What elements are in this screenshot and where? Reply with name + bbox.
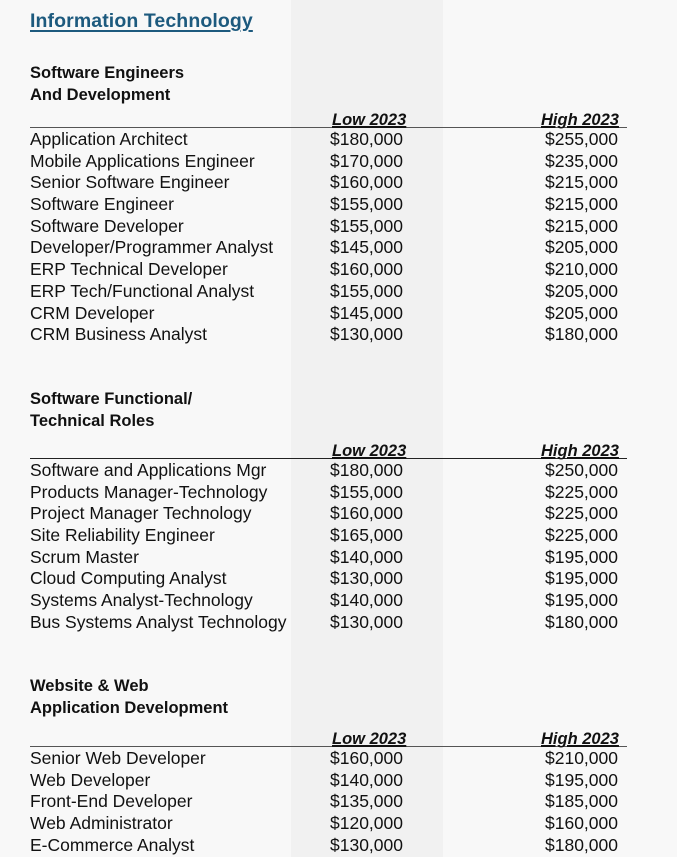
- role-name: Application Architect: [30, 129, 188, 149]
- low-salary: $135,000: [330, 791, 403, 812]
- role-name: Senior Software Engineer: [30, 172, 230, 193]
- high-salary: $210,000: [545, 748, 618, 768]
- low-salary: $145,000: [330, 237, 403, 258]
- low-salary: $160,000: [330, 172, 403, 193]
- high-salary: $180,000: [545, 324, 618, 345]
- salary-table: [30, 129, 628, 346]
- table-row: [30, 151, 628, 173]
- low-salary: $155,000: [330, 194, 403, 215]
- high-salary: $185,000: [545, 791, 618, 812]
- table-row: [30, 590, 628, 612]
- low-salary: $170,000: [330, 150, 403, 171]
- low-salary: $145,000: [330, 302, 403, 323]
- high-salary: $195,000: [545, 769, 618, 790]
- high-salary: $205,000: [545, 302, 618, 323]
- low-salary: $130,000: [330, 834, 403, 855]
- high-salary: $180,000: [545, 611, 618, 632]
- role-name: Products Manager-Technology: [30, 481, 268, 502]
- role-name: Software Developer: [30, 215, 184, 236]
- table-row: [30, 835, 628, 857]
- high-salary: $215,000: [545, 194, 618, 215]
- section-title: Website & Web: [30, 677, 149, 695]
- table-row: [30, 568, 628, 590]
- role-name: Web Developer: [30, 769, 151, 790]
- low-salary: $160,000: [330, 503, 403, 524]
- low-salary: $165,000: [330, 525, 403, 546]
- low-salary: $155,000: [330, 481, 403, 502]
- table-row: [30, 482, 628, 504]
- table-row: [30, 813, 628, 835]
- page-title: Information Technology: [30, 10, 253, 32]
- table-row: [30, 612, 628, 634]
- high-salary: $195,000: [545, 568, 618, 589]
- role-name: E-Commerce Analyst: [30, 834, 195, 855]
- table-row: [30, 172, 628, 194]
- table-row: [30, 503, 628, 525]
- role-name: Front-End Developer: [30, 791, 193, 812]
- high-salary: $255,000: [545, 129, 618, 149]
- role-name: Cloud Computing Analyst: [30, 568, 227, 589]
- section-title: Application Development: [30, 699, 229, 717]
- column-header-row: [30, 109, 627, 128]
- column-header-high: High 2023: [541, 111, 619, 129]
- high-salary: $235,000: [545, 150, 618, 171]
- low-salary: $155,000: [330, 280, 403, 301]
- role-name: Senior Web Developer: [30, 748, 206, 768]
- role-name: ERP Tech/Functional Analyst: [30, 280, 255, 301]
- role-name: CRM Developer: [30, 302, 155, 323]
- low-salary: $120,000: [330, 813, 403, 834]
- table-row: [30, 748, 628, 770]
- low-salary: $140,000: [330, 546, 403, 567]
- table-row: [30, 303, 628, 325]
- role-name: Bus Systems Analyst Technology: [30, 611, 287, 632]
- section-software-functional: [30, 388, 628, 634]
- low-salary: $130,000: [330, 324, 403, 345]
- role-name: Software and Applications Mgr: [30, 460, 267, 480]
- high-salary: $195,000: [545, 546, 618, 567]
- high-salary: $180,000: [545, 834, 618, 855]
- role-name: Project Manager Technology: [30, 503, 252, 524]
- role-name: Developer/Programmer Analyst: [30, 237, 274, 258]
- column-header-low: Low 2023: [332, 111, 407, 129]
- low-salary: $160,000: [330, 748, 403, 768]
- high-salary: $160,000: [545, 813, 618, 834]
- section-title: Technical Roles: [30, 412, 155, 430]
- table-row: [30, 216, 628, 238]
- table-row: [30, 194, 628, 216]
- high-salary: $210,000: [545, 259, 618, 280]
- low-salary: $180,000: [330, 460, 403, 480]
- section-title: Software Engineers: [30, 64, 185, 82]
- role-name: Site Reliability Engineer: [30, 525, 215, 546]
- table-row: [30, 525, 628, 547]
- high-salary: $195,000: [545, 590, 618, 611]
- role-name: Software Engineer: [30, 194, 174, 215]
- column-header-low: Low 2023: [332, 730, 407, 748]
- table-row: [30, 460, 628, 482]
- section-website-development: [30, 675, 628, 856]
- column-header-high: High 2023: [541, 730, 619, 748]
- column-header-high: High 2023: [541, 442, 619, 460]
- table-row: [30, 129, 628, 151]
- table-row: [30, 237, 628, 259]
- low-salary: $160,000: [330, 259, 403, 280]
- high-salary: $215,000: [545, 172, 618, 193]
- column-header-row: [30, 728, 627, 747]
- table-row: [30, 770, 628, 792]
- table-row: [30, 791, 628, 813]
- low-salary: $140,000: [330, 590, 403, 611]
- column-header-low: Low 2023: [332, 442, 407, 460]
- role-name: CRM Business Analyst: [30, 324, 208, 345]
- high-salary: $250,000: [545, 460, 618, 480]
- low-salary: $130,000: [330, 568, 403, 589]
- role-name: Systems Analyst-Technology: [30, 590, 253, 611]
- low-salary: $130,000: [330, 611, 403, 632]
- role-name: ERP Technical Developer: [30, 259, 228, 280]
- column-header-row: [30, 440, 627, 459]
- table-row: [30, 259, 628, 281]
- high-salary: $205,000: [545, 237, 618, 258]
- high-salary: $205,000: [545, 280, 618, 301]
- table-row: [30, 281, 628, 303]
- high-salary: $215,000: [545, 215, 618, 236]
- table-row: [30, 324, 628, 346]
- salary-table: [30, 460, 628, 634]
- high-salary: $225,000: [545, 503, 618, 524]
- low-salary: $155,000: [330, 215, 403, 236]
- section-software-engineers: [30, 62, 628, 346]
- low-salary: $180,000: [330, 129, 403, 149]
- role-name: Web Administrator: [30, 813, 173, 834]
- salary-table: [30, 748, 628, 856]
- low-salary: $140,000: [330, 769, 403, 790]
- role-name: Scrum Master: [30, 546, 139, 567]
- role-name: Mobile Applications Engineer: [30, 150, 255, 171]
- section-title: Software Functional/: [30, 390, 193, 408]
- high-salary: $225,000: [545, 481, 618, 502]
- section-title: And Development: [30, 86, 171, 104]
- table-row: [30, 547, 628, 569]
- high-salary: $225,000: [545, 525, 618, 546]
